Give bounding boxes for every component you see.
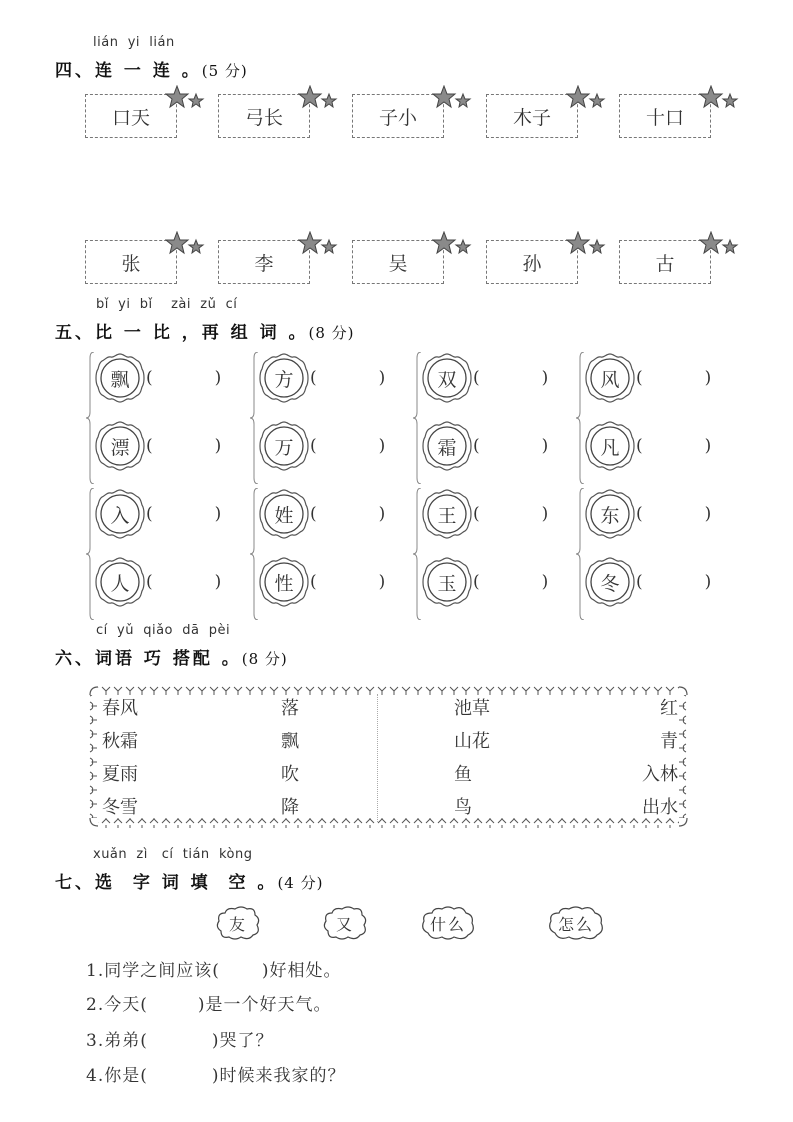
flower-badge (584, 352, 636, 404)
match-word[interactable]: 落 (281, 698, 299, 719)
match-word[interactable]: 鸟 (454, 797, 472, 818)
scalloped-border-icon (88, 685, 689, 828)
compare-item (94, 488, 221, 540)
match-word[interactable]: 出水 (642, 797, 678, 818)
word-option[interactable] (322, 905, 368, 941)
flower-badge (584, 488, 636, 540)
paren-close: ) (214, 436, 222, 456)
match-word[interactable]: 红 (660, 698, 678, 719)
section4-score: (5 分) (201, 62, 248, 80)
section6-score: (8 分) (241, 650, 288, 668)
option-text: 又 (335, 914, 354, 934)
compare-item (94, 352, 221, 404)
match-box-top[interactable]: 口天 (85, 94, 177, 138)
section4-title (55, 56, 248, 81)
paren-close: ) (541, 368, 549, 388)
question-text: )好相处。 (261, 961, 342, 981)
match-box-top[interactable]: 子小 (352, 94, 444, 138)
compare-item (258, 556, 385, 608)
compare-group (250, 486, 400, 622)
compare-item (421, 488, 548, 540)
section5-title-text: 五、比 一 比 ，再 组 词 。 (55, 323, 309, 343)
word-option[interactable] (547, 905, 605, 941)
paren-open: ( (636, 572, 643, 592)
paren-open: ( (310, 504, 317, 524)
question-text: 2.今天( (86, 995, 148, 1015)
compare-group (413, 350, 563, 486)
star-icon (432, 231, 472, 257)
flower-badge (421, 556, 473, 608)
match-word[interactable]: 降 (281, 797, 299, 818)
flower-badge (421, 488, 473, 540)
paren-open: ( (310, 436, 317, 456)
section5-title (55, 318, 355, 343)
paren-close: ) (541, 504, 549, 524)
match-word[interactable]: 鱼 (454, 764, 472, 785)
match-word[interactable]: 飘 (281, 731, 299, 752)
section6-title (55, 644, 288, 669)
compare-group (250, 350, 400, 486)
paren-open: ( (473, 504, 480, 524)
compare-char: 东 (600, 504, 620, 527)
match-box-bottom[interactable]: 古 (619, 240, 711, 284)
paren-open: ( (146, 572, 153, 592)
flower-badge (94, 352, 146, 404)
compare-char: 姓 (274, 504, 294, 527)
star-icon (699, 231, 739, 257)
compare-item (94, 420, 221, 472)
section4-pinyin: lián yi lián (93, 35, 175, 50)
match-box-bottom[interactable]: 李 (218, 240, 310, 284)
star-icon (298, 85, 338, 111)
compare-char: 凡 (600, 436, 620, 459)
compare-item (258, 488, 385, 540)
flower-badge (421, 352, 473, 404)
section5-pinyin: bǐ yi bǐ zài zǔ cí (96, 297, 238, 312)
compare-char: 飘 (110, 368, 130, 391)
star-icon (699, 85, 739, 111)
paren-close: ) (214, 368, 222, 388)
section6-title-text: 六、词语 巧 搭配 。 (55, 649, 242, 669)
section7-pinyin: xuǎn zì cí tián kòng (93, 847, 253, 862)
compare-item (258, 420, 385, 472)
compare-char: 性 (274, 572, 294, 595)
match-word[interactable]: 春风 (102, 698, 138, 719)
match-word[interactable]: 山花 (454, 731, 490, 752)
compare-item (584, 488, 711, 540)
compare-item (584, 556, 711, 608)
question-text: 4.你是( (86, 1066, 148, 1086)
compare-group (576, 486, 726, 622)
compare-item (421, 352, 548, 404)
column-divider (377, 694, 378, 822)
compare-item (258, 352, 385, 404)
paren-open: ( (636, 436, 643, 456)
compare-group (413, 486, 563, 622)
flower-badge (421, 420, 473, 472)
paren-open: ( (473, 572, 480, 592)
flower-badge (94, 556, 146, 608)
paren-close: ) (704, 436, 712, 456)
word-option[interactable] (420, 905, 476, 941)
section7-title-text: 七、选 字 词 填 空 。 (55, 873, 278, 893)
compare-char: 万 (274, 436, 294, 459)
match-word[interactable]: 入林 (642, 764, 678, 785)
paren-open: ( (310, 368, 317, 388)
flower-badge (258, 352, 310, 404)
word-match-frame (88, 685, 689, 828)
compare-group (86, 350, 236, 486)
compare-char: 漂 (110, 436, 130, 459)
paren-close: ) (378, 368, 386, 388)
paren-close: ) (214, 504, 222, 524)
paren-open: ( (146, 368, 153, 388)
question-3 (86, 1026, 274, 1051)
match-word[interactable]: 冬雪 (102, 797, 138, 818)
option-text: 怎么 (557, 914, 594, 934)
star-icon (566, 85, 606, 111)
paren-close: ) (378, 436, 386, 456)
paren-close: ) (704, 572, 712, 592)
paren-open: ( (310, 572, 317, 592)
question-text: )时候来我家的？ (211, 1066, 346, 1086)
question-1 (86, 956, 342, 981)
star-icon (432, 85, 472, 111)
option-text: 友 (228, 914, 247, 934)
paren-open: ( (636, 504, 643, 524)
match-box-top[interactable]: 十口 (619, 94, 711, 138)
section4-title-text: 四、连 一 连 。 (55, 61, 202, 81)
match-word[interactable]: 池草 (454, 698, 490, 719)
match-box-top[interactable]: 木子 (486, 94, 578, 138)
question-text: 1.同学之间应该( (86, 961, 220, 981)
question-4 (86, 1061, 346, 1086)
paren-close: ) (378, 572, 386, 592)
compare-item (421, 556, 548, 608)
compare-char: 霜 (437, 436, 457, 459)
flower-badge (258, 488, 310, 540)
compare-char: 王 (437, 504, 457, 527)
section5-score: (8 分) (308, 324, 355, 342)
match-box-bottom[interactable]: 孙 (486, 240, 578, 284)
section6-pinyin: cí yǔ qiǎo dā pèi (96, 623, 231, 638)
compare-char: 冬 (600, 572, 620, 595)
paren-open: ( (146, 436, 153, 456)
star-icon (165, 85, 205, 111)
paren-open: ( (146, 504, 153, 524)
compare-char: 双 (437, 368, 457, 391)
paren-open: ( (473, 436, 480, 456)
match-word[interactable]: 秋霜 (102, 731, 138, 752)
question-2 (86, 990, 332, 1015)
paren-close: ) (541, 572, 549, 592)
star-icon (165, 231, 205, 257)
match-word[interactable]: 青 (660, 731, 678, 752)
compare-item (94, 556, 221, 608)
match-box-bottom[interactable]: 张 (85, 240, 177, 284)
compare-item (584, 352, 711, 404)
section7-score: (4 分) (277, 874, 324, 892)
flower-badge (584, 420, 636, 472)
match-word[interactable]: 吹 (281, 764, 299, 785)
paren-close: ) (704, 368, 712, 388)
compare-char: 玉 (437, 572, 457, 595)
compare-item (421, 420, 548, 472)
paren-close: ) (541, 436, 549, 456)
question-text: )是一个好天气。 (197, 995, 332, 1015)
compare-char: 入 (110, 504, 130, 527)
paren-close: ) (704, 504, 712, 524)
flower-badge (258, 420, 310, 472)
paren-open: ( (473, 368, 480, 388)
compare-group (86, 486, 236, 622)
question-text: 3.弟弟( (86, 1031, 148, 1051)
paren-close: ) (378, 504, 386, 524)
paren-close: ) (214, 572, 222, 592)
flower-badge (584, 556, 636, 608)
match-word[interactable]: 夏雨 (102, 764, 138, 785)
section7-title (55, 868, 323, 893)
question-text: )哭了？ (211, 1031, 274, 1051)
flower-badge (258, 556, 310, 608)
option-text: 什么 (429, 914, 466, 934)
compare-char: 人 (110, 572, 130, 595)
paren-open: ( (636, 368, 643, 388)
compare-char: 方 (274, 368, 294, 391)
flower-badge (94, 488, 146, 540)
star-icon (566, 231, 606, 257)
match-box-top[interactable]: 弓长 (218, 94, 310, 138)
star-icon (298, 231, 338, 257)
compare-item (584, 420, 711, 472)
compare-group (576, 350, 726, 486)
compare-char: 风 (600, 368, 620, 391)
word-option[interactable] (215, 905, 261, 941)
match-box-bottom[interactable]: 吴 (352, 240, 444, 284)
flower-badge (94, 420, 146, 472)
